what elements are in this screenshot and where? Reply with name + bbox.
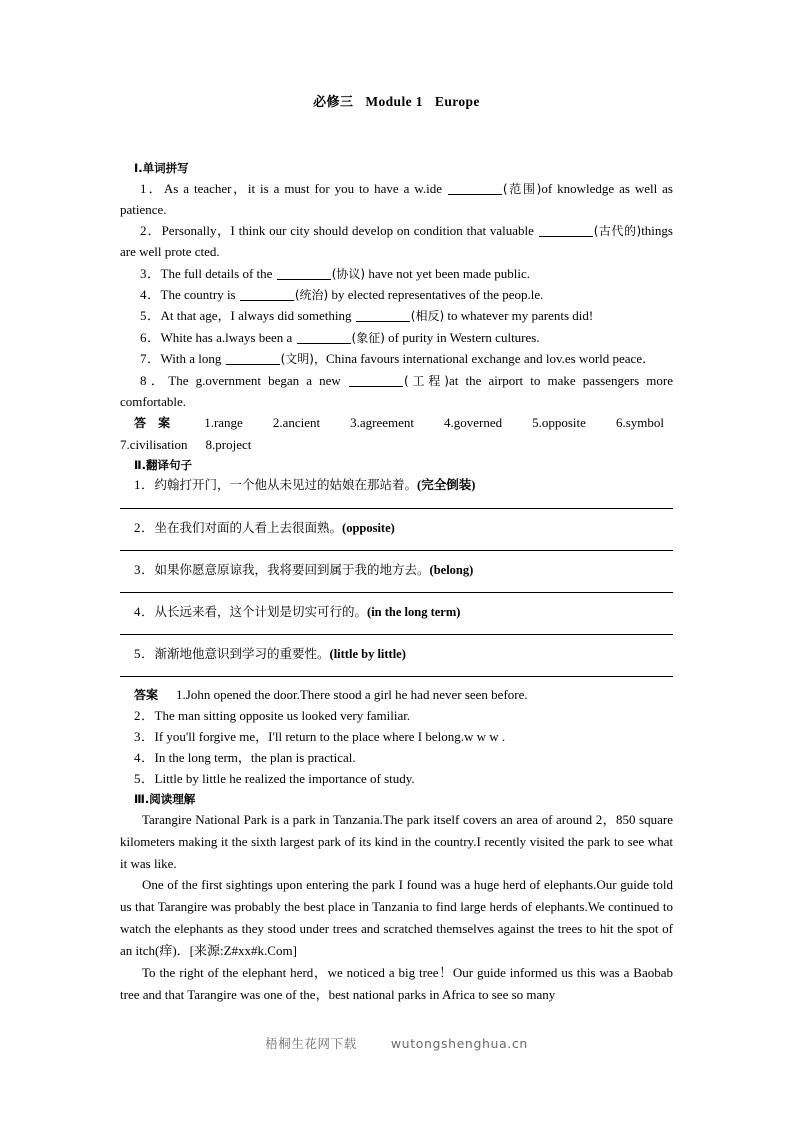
- item-hint: (文明)，: [280, 352, 326, 367]
- item-text-before: White has a.lways been a: [160, 329, 296, 345]
- answer-item: 1.range: [204, 415, 243, 431]
- item-text-after: to whatever my parents did!: [444, 308, 594, 324]
- item-hint: (opposite): [342, 520, 395, 535]
- section-heading-translation: Ⅱ.翻译句子: [134, 457, 192, 472]
- answer-block-word-spelling: [120, 412, 673, 433]
- item-text-after: of knowledge as well as patience.: [120, 180, 673, 217]
- passage-paragraph: One of the first sightings upon entering the park I found was a huge herd of elephants.Our guide told us that Tarangire was probably the best place in Tanzania to find large herds of elephants.We continued to watch the elephants as they stood under trees and scratched themselves against the trees to hit the spot of an itch(痒)．[来源:Z#xx#k.Com]: [120, 877, 673, 958]
- answer-blank[interactable]: [349, 386, 403, 387]
- item-chinese: 约翰打开门，一个他从未见过的姑娘在那站着。: [154, 477, 418, 493]
- answer-item: 8.project: [205, 436, 252, 452]
- answer-blank[interactable]: [356, 321, 410, 322]
- answer-blank[interactable]: [297, 343, 351, 344]
- item-text-after: China favours international exchange and lov.es world peace．: [326, 351, 656, 367]
- item-hint: (相反): [410, 309, 445, 324]
- item-number: 1．: [134, 477, 155, 493]
- item-number: 5．: [134, 771, 155, 787]
- item-hint: (协议): [331, 266, 366, 281]
- item-number: 3．: [140, 265, 161, 281]
- item-hint: (古代的): [593, 224, 642, 239]
- item-number: 2．: [140, 223, 162, 239]
- item-text-after: have not yet been made public.: [365, 265, 531, 281]
- title-topic: Europe: [434, 94, 480, 109]
- answer-item: 1.John opened the door.There stood a girl he had never seen before.: [176, 686, 528, 702]
- page-title: [120, 93, 673, 112]
- answer-item: 5.opposite: [532, 415, 586, 431]
- item-number: 7．: [140, 351, 161, 367]
- item-text-after: things are well prote cted.: [120, 223, 673, 260]
- passage-paragraph: Tarangire National Park is a park in Tanzania.The park itself covers an area of around 2，850 square kilometers making it the sixth largest park of its kind in the country.I recently visited the park to see what it was like.: [120, 811, 673, 871]
- item-number: 4．: [134, 750, 155, 766]
- answer-blank[interactable]: [240, 300, 294, 301]
- item-number: 5．: [134, 646, 155, 662]
- section-heading-word-spelling: Ⅰ.单词拼写: [134, 160, 189, 175]
- answer-block-word-spelling-cont: [120, 434, 673, 455]
- translation-item: [120, 643, 673, 664]
- item-hint: (工程): [403, 373, 449, 388]
- exercise-item: [120, 263, 673, 284]
- answer-item: 2.ancient: [272, 415, 321, 431]
- item-number: 3．: [134, 729, 155, 745]
- answer-item: If you'll forgive me，I'll return to the place where I belong.w w w .: [154, 729, 506, 745]
- exercise-item: [120, 370, 673, 412]
- answer-write-line[interactable]: [120, 508, 673, 509]
- item-hint: (完全倒装): [417, 478, 476, 493]
- answer-item: Little by little he realized the importance of study.: [154, 771, 415, 787]
- item-text-after: by elected representatives of the peop.le.: [328, 286, 544, 302]
- item-text-before: As a teacher，it is a must for you to have a w.ide: [163, 180, 447, 196]
- item-hint: (范围): [502, 181, 542, 196]
- title-chinese: 必修三: [313, 95, 354, 110]
- exercise-item: [120, 220, 673, 262]
- exercise-item: [120, 305, 673, 326]
- item-chinese: 坐在我们对面的人看上去很面熟。: [154, 519, 343, 535]
- exercise-item: [120, 348, 673, 369]
- item-text-before: The full details of the: [160, 265, 276, 281]
- item-text-after: of purity in Western cultures.: [384, 329, 540, 345]
- exercise-item: [120, 327, 673, 348]
- item-chinese: 从长远来看，这个计划是切实可行的。: [154, 604, 368, 620]
- answer-blank[interactable]: [277, 279, 331, 280]
- footer-site-name: 梧桐生花网下载: [265, 1036, 357, 1051]
- page-footer: [0, 1034, 793, 1052]
- answer-label: 答 案: [134, 416, 175, 431]
- item-number: 6．: [140, 329, 161, 345]
- item-number: 2．: [134, 708, 155, 724]
- answer-item: 3.agreement: [350, 415, 414, 431]
- translation-item: [120, 559, 673, 580]
- title-module: Module 1: [365, 94, 423, 109]
- item-number: 4．: [134, 604, 155, 620]
- answer-blank[interactable]: [539, 236, 593, 237]
- exercise-item: [120, 284, 673, 305]
- translation-item: [120, 474, 673, 495]
- item-number: 4．: [140, 286, 161, 302]
- answer-write-line[interactable]: [120, 634, 673, 635]
- answer-write-line[interactable]: [120, 592, 673, 593]
- answer-label: 答案: [134, 687, 159, 702]
- item-chinese: 如果你愿意原谅我，我将要回到属于我的地方去。: [154, 561, 430, 577]
- item-hint: (统治): [294, 287, 329, 302]
- item-hint: (in the long term): [367, 605, 461, 620]
- answer-item: 6.symbol: [615, 415, 664, 431]
- answer-block-translation: [120, 768, 673, 789]
- exercise-item: [120, 178, 673, 220]
- item-text-after: at the airport to make passengers more comfortable.: [120, 372, 673, 410]
- item-text-before: At that age，I always did something: [160, 308, 355, 324]
- item-text-before: The g.overnment began a new: [168, 372, 348, 388]
- answer-item: The man sitting opposite us looked very familiar.: [154, 708, 411, 724]
- answer-block-translation: [120, 705, 673, 726]
- answer-blank[interactable]: [448, 194, 502, 195]
- item-hint: (belong): [429, 562, 474, 577]
- item-number: 8．: [140, 372, 169, 388]
- item-number: 3．: [134, 561, 155, 577]
- answer-item: 7.civilisation: [120, 436, 188, 452]
- answer-write-line[interactable]: [120, 550, 673, 551]
- answer-item: In the long term，the plan is practical.: [154, 750, 356, 766]
- item-text-before: The country is: [160, 286, 239, 302]
- passage-paragraph: To the right of the elephant herd，we noticed a big tree！Our guide informed us this was a Baobab tree and that Tarangire was one of the，best national parks in Africa to see so many: [120, 964, 673, 1002]
- item-text-before: With a long: [160, 351, 225, 367]
- answer-blank[interactable]: [226, 364, 280, 365]
- answer-write-line[interactable]: [120, 676, 673, 677]
- item-text-before: Personally，I think our city should develop on condition that valuable: [161, 223, 538, 239]
- translation-item: [120, 517, 673, 538]
- item-number: 2．: [134, 519, 155, 535]
- item-number: 5．: [140, 308, 161, 324]
- section-heading-reading: Ⅲ.阅读理解: [134, 792, 196, 807]
- item-hint: (little by little): [329, 647, 406, 662]
- item-number: 1．: [140, 180, 164, 196]
- item-chinese: 渐渐地他意识到学习的重要性。: [154, 646, 330, 662]
- document-content: [120, 93, 673, 1005]
- translation-item: [120, 601, 673, 622]
- footer-site-url: wutongshenghua.cn: [390, 1036, 528, 1051]
- answer-block-translation: [120, 726, 673, 747]
- item-hint: (象征): [351, 330, 385, 345]
- answer-block-translation: [120, 747, 673, 768]
- answer-block-translation: [120, 684, 673, 705]
- answer-item: 4.governed: [444, 415, 503, 431]
